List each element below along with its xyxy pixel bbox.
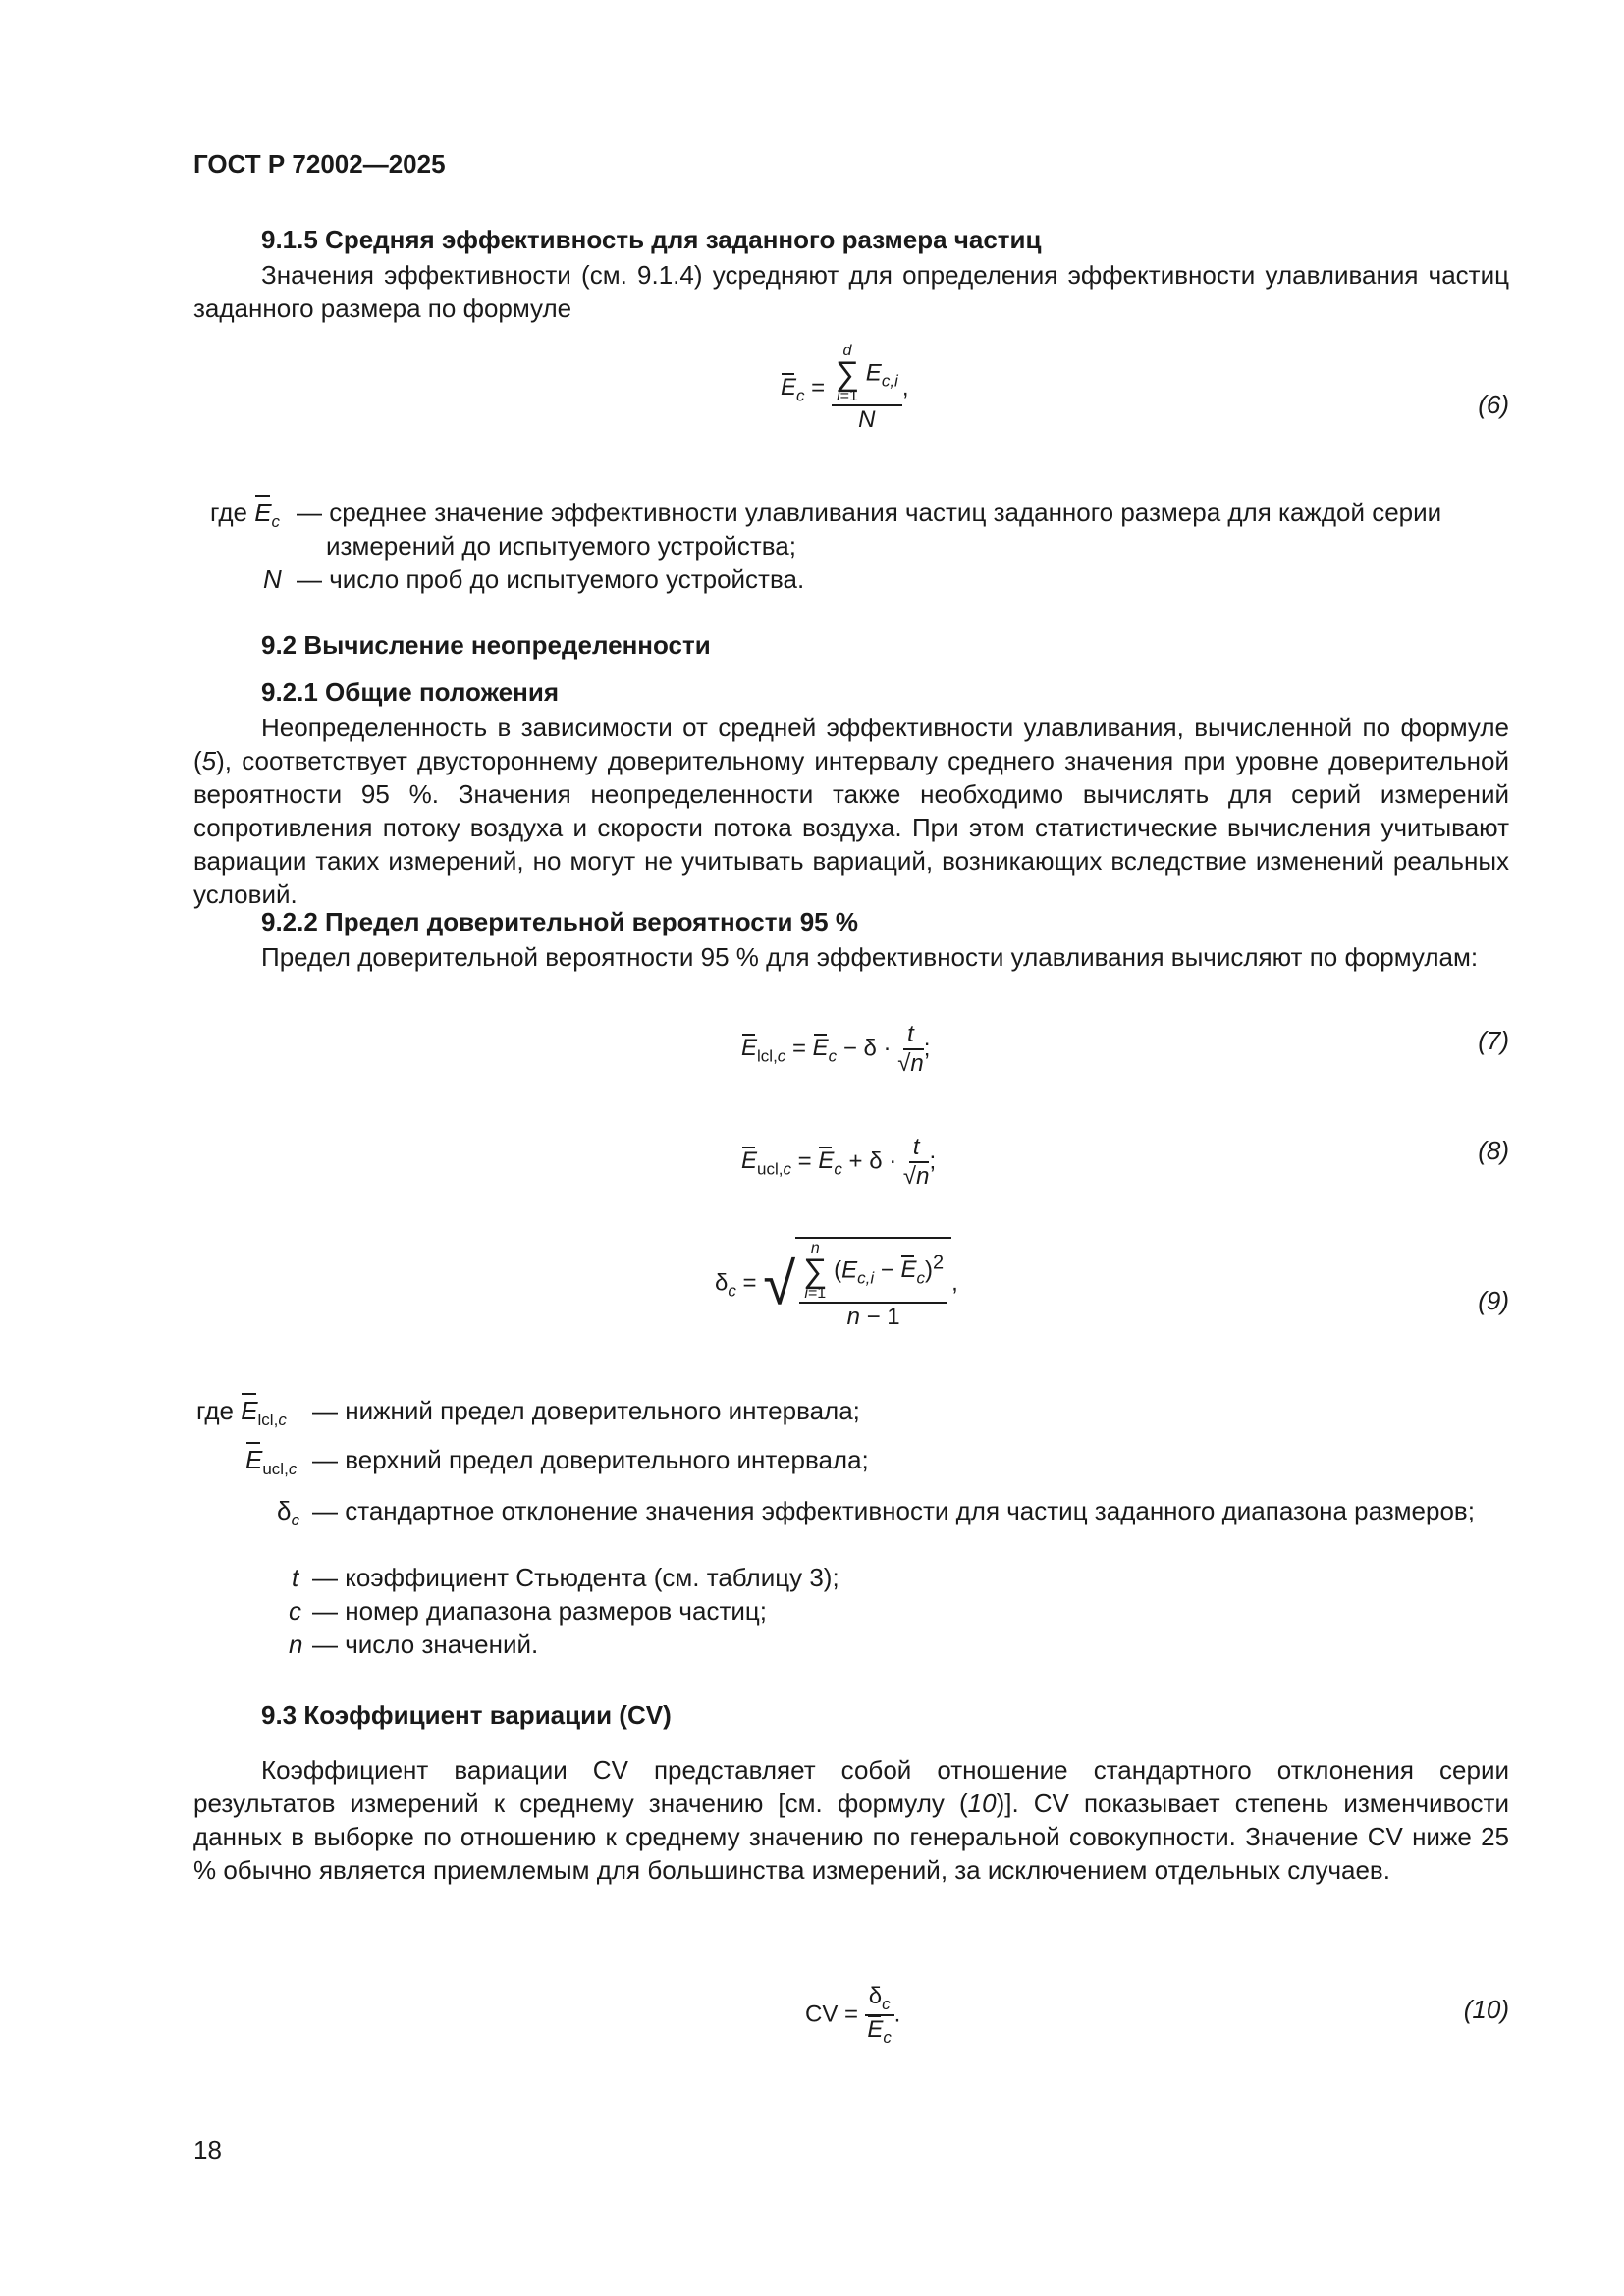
page-number: 18 xyxy=(193,2135,222,2164)
equation-number-10: (10) xyxy=(1463,1995,1509,2024)
legend-9-key-lcl: где $E_{lcl,c}$ xyxy=(196,1396,287,1429)
formula-7: $E_{lcl,c} = E_c - \delta$ · $\frac{t}{√n}$ ; xyxy=(741,1021,931,1077)
legend-9-key-delta: $\delta_c$ xyxy=(277,1496,299,1529)
legend-9-item-t: — коэффициент Стьюдента (см. таблицу 3); xyxy=(312,1563,839,1592)
equation-number-7: (7) xyxy=(1478,1026,1509,1055)
legend-9-key-ucl: $E_{ucl,c}$ xyxy=(245,1445,298,1478)
legend-9-item-ucl: — верхний предел доверительного интервала; xyxy=(312,1445,869,1474)
legend-formula-6 xyxy=(0,496,1624,604)
legend-formula-9 xyxy=(0,1394,1624,1669)
section-9-2-2-text: Предел доверительной вероятности 95 % для эффективности улавливания вычисляют по формулам: xyxy=(261,942,1479,972)
legend-9-item-lcl: — нижний предел доверительного интервала; xyxy=(312,1396,860,1425)
legend-6-item-n: — число проб до испытуемого устройства. xyxy=(297,564,805,594)
section-9-2-heading: 9.2 Вычисление неопределенности xyxy=(261,630,711,660)
legend-9-item-n: — число значений. xyxy=(312,1629,539,1659)
legend-9-item-delta: — стандартное отклонение значения эффективности для частиц заданного диапазона размеров; xyxy=(312,1496,1475,1525)
section-9-3-text: Коэффициент вариации CV представляет собой отношение стандартного отклонения серии результатов измерений к среднему значению [см. формулу (10)]. CV показывает степень изменчивости данных в выборке по отношению к среднему значению по генеральной совокупности. Значение CV ниже 25 % обычно является приемлемым для большинства измерений, за исключением отдельных случаев. xyxy=(193,1755,1509,1885)
formula-8: $E_{ucl,c} = E_c + \delta$ · $\frac{t}{√n}$ ; xyxy=(741,1134,937,1190)
section-9-1-5-text: Значения эффективности (см. 9.1.4) усредняют для определения эффективности улавливания частиц заданного размера по формуле xyxy=(193,260,1509,323)
legend-6-where: где $E_c$ xyxy=(210,498,281,531)
legend-9-key-t: t xyxy=(292,1563,299,1592)
section-9-2-1-heading: 9.2.1 Общие положения xyxy=(261,677,559,707)
section-9-1-5-heading: 9.1.5 Средняя эффективность для заданного размера частиц xyxy=(261,225,1042,254)
document-header: ГОСТ Р 72002—2025 xyxy=(193,149,446,179)
equation-number-8: (8) xyxy=(1478,1136,1509,1165)
section-9-2-2-heading: 9.2.2 Предел доверительной вероятности 95 % xyxy=(261,907,858,936)
section-9-2-1-text: Неопределенность в зависимости от средней эффективности улавливания, вычисленной по формуле (5), соответствует двустороннему доверительному интервалу среднего значения при уровне доверительной вероятности 95 %. Значения неопределенности также необходимо вычислять для серий измерений сопротивления потоку воздуха и скорости потока воздуха. При этом статистические вычисления учитывают вариации таких измерений, но могут не учитывать вариаций, возникающих вследствие изменений реальных условий. xyxy=(193,713,1509,909)
legend-9-item-c: — номер диапазона размеров частиц; xyxy=(312,1596,767,1626)
formula-10: CV = $\frac{\delta_c}{E_c}$ . xyxy=(805,1983,901,2047)
equation-number-6: (6) xyxy=(1478,390,1509,419)
formula-6: $E_c$ = d ∑ i=1 $E_{c,i}$ N , xyxy=(781,343,909,433)
legend-9-key-c: c xyxy=(289,1596,301,1626)
legend-6-key-n: N xyxy=(263,564,282,594)
legend-6-item-ec: — среднее значение эффективности улавливания частиц заданного размера для каждой серии измерений до испытуемого устройства; xyxy=(297,498,1442,561)
formula-9: $\delta_c$ = √ n ∑ i=1 $(E_{c,i} - E_c)^2$ n − 1 , xyxy=(715,1237,958,1331)
section-9-3-heading: 9.3 Коэффициент вариации (CV) xyxy=(261,1700,672,1730)
equation-number-9: (9) xyxy=(1478,1286,1509,1315)
legend-9-key-n: n xyxy=(289,1629,303,1659)
